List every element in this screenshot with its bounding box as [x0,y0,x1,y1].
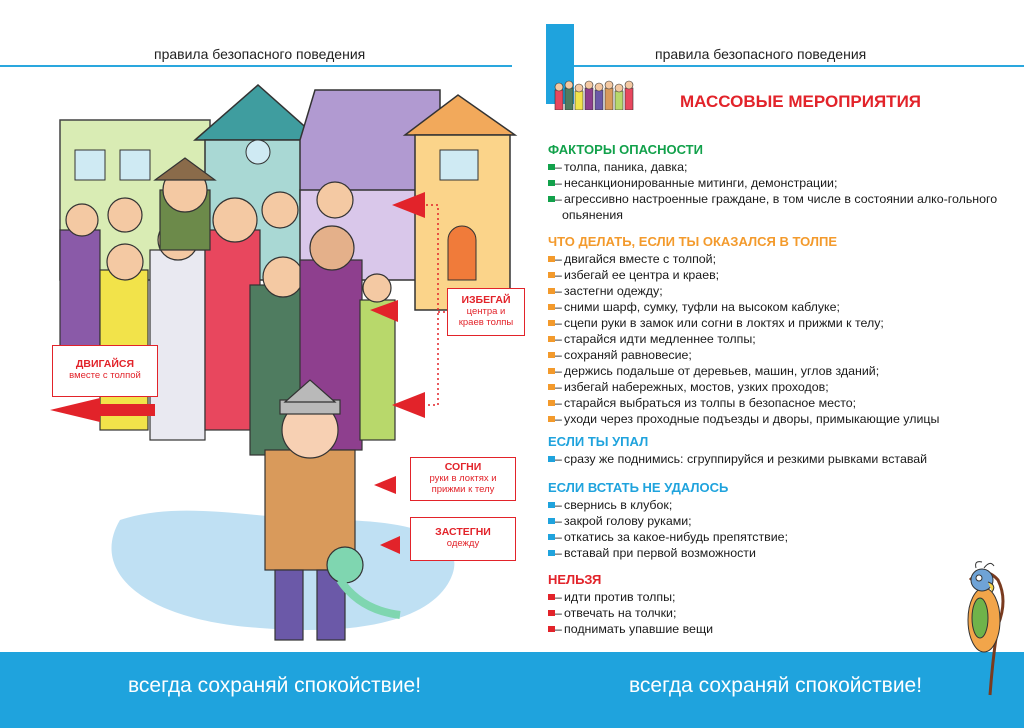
move-label-bold: ДВИГАЙСЯ [75,358,135,370]
bend-label-bold: СОГНИ [444,461,482,473]
move-label-small: вместе с толпой [69,370,141,381]
crowd-thumbnail [553,76,641,110]
avoid-label-small-1: центра и [466,306,506,317]
section-forbidden [548,572,713,637]
bend-label-box [410,457,516,501]
avoid-label-bold: ИЗБЕГАЙ [461,294,511,306]
list-item: – держись подальше от деревьев, машин, углов зданий; [548,363,939,379]
list-item: – избегай набережных, мостов, узких проходов; [548,379,939,395]
button-label-box [410,517,516,561]
move-label-box [52,345,158,397]
header-rule-right [546,65,1024,67]
header-rule-left [0,65,512,67]
section-fell [548,434,927,467]
bend-label-small-2: прижми к телу [431,484,495,495]
section-fell-title: ЕСЛИ ТЫ УПАЛ [548,434,649,449]
list-item: – старайся идти медленнее толпы; [548,331,939,347]
list-item: – закрой голову руками; [548,513,788,529]
section-failed [548,480,788,561]
list-item: – откатись за какое-нибудь препятствие; [548,529,788,545]
button-label-small: одежду [446,538,480,549]
header-right-title: правила безопасного поведения [655,46,867,62]
list-item: – несанкционированные митинги, демонстрации; [548,175,1002,191]
list-item: – сними шарф, сумку, туфли на высоком каблуке; [548,299,939,315]
list-item: – двигайся вместе с толпой; [548,251,939,267]
section-danger-title: ФАКТОРЫ ОПАСНОСТИ [548,142,703,157]
list-item: – идти против толпы; [548,589,713,605]
list-item: – поднимать упавшие вещи [548,621,713,637]
footer-band [0,652,1024,728]
parrot-illustration [950,560,1024,700]
section-failed-title: ЕСЛИ ВСТАТЬ НЕ УДАЛОСЬ [548,480,729,495]
section-crowd-title: ЧТО ДЕЛАТЬ, ЕСЛИ ТЫ ОКАЗАЛСЯ В ТОЛПЕ [548,234,838,249]
list-item: – уходи через проходные подъезды и дворы, примыкающие улицы [548,411,939,427]
section-forbidden-title: НЕЛЬЗЯ [548,572,602,587]
list-item: – сцепи руки в замок или согни в локтях и прижми к телу; [548,315,939,331]
list-item: – отвечать на толчки; [548,605,713,621]
list-item: – избегай ее центра и краев; [548,267,939,283]
bend-label-small-1: руки в локтях и [429,473,497,484]
list-item: – агрессивно настроенные граждане, в том числе в состоянии алко-гольного опьянения [548,191,1002,223]
header-left-title: правила безопасного поведения [154,46,366,62]
list-item: – сразу же поднимись: сгруппируйся и резкими рывками вставай [548,451,927,467]
avoid-label-box [447,288,525,336]
section-danger [548,142,1002,223]
button-label-bold: ЗАСТЕГНИ [435,526,491,538]
list-item: – вставай при первой возможности [548,545,788,561]
footer-left-text: всегда сохраняй спокойствие! [128,674,422,697]
list-item: – толпа, паника, давка; [548,159,1002,175]
list-item: – старайся выбраться из толпы в безопасное место; [548,395,939,411]
list-item: – застегни одежду; [548,283,939,299]
footer-right-text: всегда сохраняй спокойствие! [629,674,923,697]
list-item: – сохраняй равновесие; [548,347,939,363]
list-item: – свернись в клубок; [548,497,788,513]
avoid-label-small-2: краев толпы [458,317,514,328]
page-title: МАССОВЫЕ МЕРОПРИЯТИЯ [680,92,922,111]
section-crowd [548,234,939,427]
